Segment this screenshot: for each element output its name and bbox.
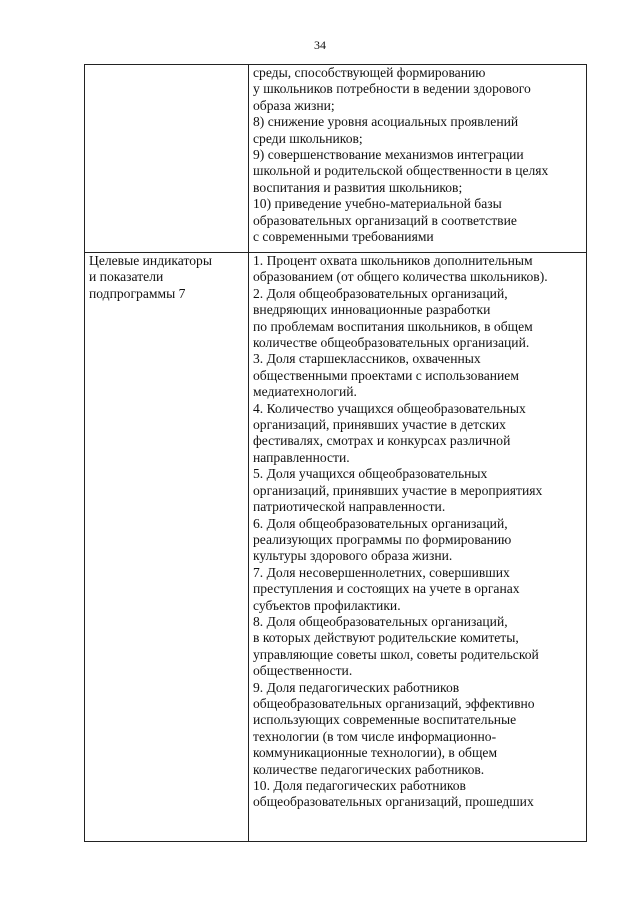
table-row <box>85 253 587 842</box>
text-line: среди школьников; <box>253 130 363 146</box>
text-line: организаций, принявших участие в мероприятиях <box>253 482 543 498</box>
text-line: у школьников потребности в ведении здорового <box>253 81 531 97</box>
text-line: 4. Количество учащихся общеобразовательных <box>253 400 526 416</box>
text-line: субъектов профилактики. <box>253 597 401 613</box>
section-label-cell <box>85 253 249 842</box>
page-number: 34 <box>314 38 326 52</box>
text-line: общественными проектами с использованием <box>253 367 519 383</box>
text-line: общественности. <box>253 663 353 679</box>
text-line: 3. Доля старшеклассников, охваченных <box>253 351 481 367</box>
text-line: 7. Доля несовершеннолетних, совершивших <box>253 564 510 580</box>
subprogram-table <box>84 64 587 842</box>
text-line: общеобразовательных организаций, эффективно <box>253 695 535 711</box>
text-line: 2. Доля общеобразовательных организаций, <box>253 285 508 301</box>
text-line: образованием (от общего количества школьников). <box>253 269 548 285</box>
text-line: подпрограммы 7 <box>89 285 186 301</box>
right-cell <box>249 65 587 253</box>
text-line: среды, способствующей формированию <box>253 65 486 80</box>
text-line: направленности. <box>253 449 350 465</box>
text-line: Целевые индикаторы <box>89 253 212 268</box>
text-line: по проблемам воспитания школьников, в общем <box>253 318 533 334</box>
text-line: и показатели <box>89 269 164 285</box>
text-line: фестивалях, смотрах и конкурсах различной <box>253 433 511 449</box>
text-line: количестве общеобразовательных организаций. <box>253 335 530 351</box>
text-line: школьной и родительской общественности в целях <box>253 163 549 179</box>
text-line: с современными требованиями <box>253 229 434 245</box>
text-line: 8. Доля общеобразовательных организаций, <box>253 613 508 629</box>
text-line: 5. Доля учащихся общеобразовательных <box>253 466 488 482</box>
text-line: использующих современные воспитательные <box>253 712 517 728</box>
text-line: реализующих программы по формированию <box>253 531 512 547</box>
text-line: медиатехнологий. <box>253 384 357 400</box>
text-line: в которых действуют родительские комитеты, <box>253 630 519 646</box>
indicators-cell <box>249 253 587 842</box>
text-line: воспитания и развития школьников; <box>253 179 463 195</box>
text-line: культуры здорового образа жизни. <box>253 548 453 564</box>
text-line: патриотической направленности. <box>253 499 446 515</box>
text-line: общеобразовательных организаций, прошедших <box>253 794 534 810</box>
text-line: 9. Доля педагогических работников <box>253 679 460 695</box>
text-line: коммуникационные технологии), в общем <box>253 745 498 761</box>
text-line: 6. Доля общеобразовательных организаций, <box>253 515 508 531</box>
table-row <box>85 65 587 253</box>
text-line: образа жизни; <box>253 97 335 113</box>
text-line: 1. Процент охвата школьников дополнительным <box>253 253 533 268</box>
text-line: организаций, принявших участие в детских <box>253 417 506 433</box>
text-line: образовательных организаций в соответствие <box>253 212 517 228</box>
text-line: 10) приведение учебно-материальной базы <box>253 196 502 212</box>
text-line: 8) снижение уровня асоциальных проявлений <box>253 114 519 130</box>
text-line: технологии (в том числе информационно- <box>253 728 497 744</box>
text-line: 9) совершенствование механизмов интеграции <box>253 147 524 163</box>
left-cell <box>85 65 249 253</box>
text-line: преступления и состоящих на учете в органах <box>253 581 520 597</box>
text-line: количестве педагогических работников. <box>253 761 485 777</box>
text-line: 10. Доля педагогических работников <box>253 778 466 793</box>
text-line: внедряющих инновационные разработки <box>253 302 491 318</box>
text-line: управляющие советы школ, советы родительской <box>253 646 539 662</box>
